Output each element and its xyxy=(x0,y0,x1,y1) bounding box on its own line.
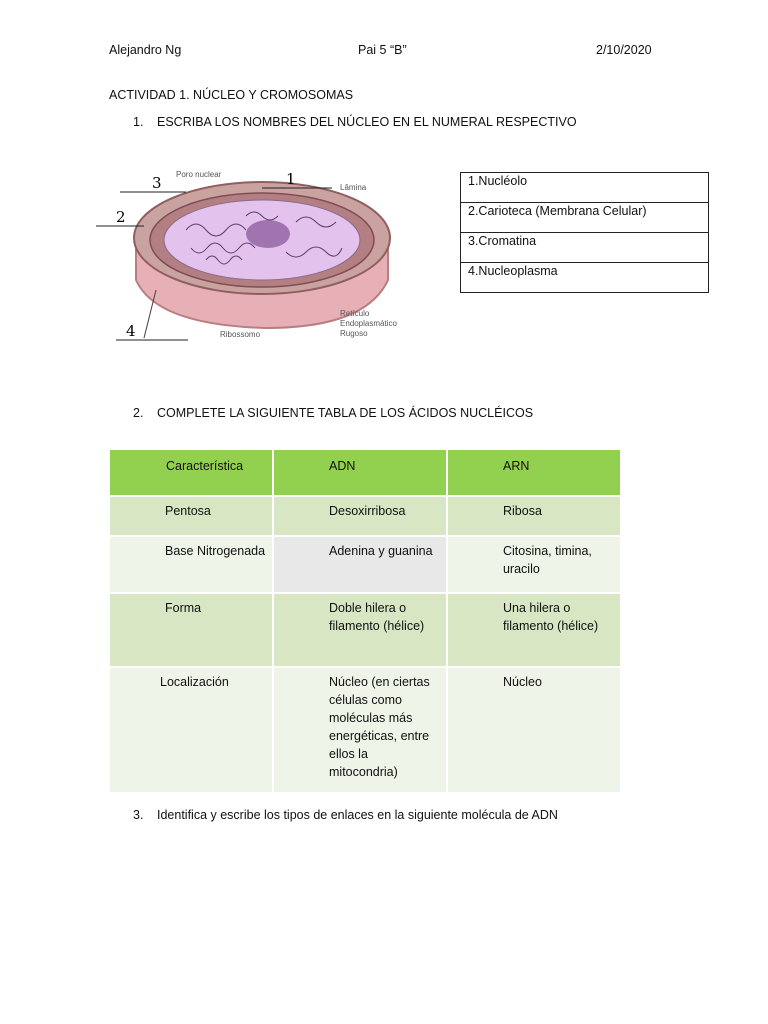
answer-row xyxy=(461,233,709,263)
table-cell: Base Nitrogenada xyxy=(110,536,273,593)
table-cell: Forma xyxy=(110,593,273,667)
question-number: 3. xyxy=(133,808,144,822)
activity-title: ACTIVIDAD 1. NÚCLEO Y CROMOSOMAS xyxy=(109,88,354,102)
label-reticulo-3: Rugoso xyxy=(340,329,368,338)
label-lamina: Lâmina xyxy=(340,183,367,192)
answer-table xyxy=(460,172,709,293)
table-cell: Núcleo xyxy=(447,667,621,793)
label-ribossomo: Ribossomo xyxy=(220,330,261,339)
nucleic-acid-table xyxy=(110,450,622,794)
column-header: Característica xyxy=(110,450,273,496)
table-row xyxy=(110,536,621,593)
table-row xyxy=(110,593,621,667)
label-reticulo-1: Retículo xyxy=(340,309,370,318)
table-cell: Citosina, timina, uracilo xyxy=(447,536,621,593)
answer-cell: 1.Nucléolo xyxy=(461,173,709,203)
table-cell: Doble hilera o filamento (hélice) xyxy=(273,593,447,667)
table-cell: Núcleo (en ciertas células como moléculas más energéticas, entre ellos la mitocondria) xyxy=(273,667,447,793)
question-number: 2. xyxy=(133,406,144,420)
table-cell: Ribosa xyxy=(447,496,621,536)
answer-row xyxy=(461,203,709,233)
table-row xyxy=(110,667,621,793)
question-number: 1. xyxy=(133,115,144,129)
question-3 xyxy=(133,808,558,822)
column-header: ADN xyxy=(273,450,447,496)
table-cell: Pentosa xyxy=(110,496,273,536)
table-header-row xyxy=(110,450,621,496)
label-reticulo-2: Endoplasmático xyxy=(340,319,397,328)
label-poro-nuclear: Poro nuclear xyxy=(176,170,222,179)
table-cell: Desoxirribosa xyxy=(273,496,447,536)
table-cell: Adenina y guanina xyxy=(273,536,447,593)
column-header: ARN xyxy=(447,450,621,496)
answer-row xyxy=(461,173,709,203)
date-label: 2/10/2020 xyxy=(596,43,652,57)
question-text: Identifica y escribe los tipos de enlaces en la siguiente molécula de ADN xyxy=(157,808,558,822)
student-name: Alejandro Ng xyxy=(109,43,182,57)
diagram-number-1: 1 xyxy=(286,170,296,188)
answer-cell: 4.Nucleoplasma xyxy=(461,263,709,293)
question-text: COMPLETE LA SIGUIENTE TABLA DE LOS ÁCIDOS NUCLÉICOS xyxy=(157,406,534,420)
table-row xyxy=(110,496,621,536)
nucleus-diagram xyxy=(96,160,436,350)
question-1 xyxy=(133,115,577,129)
answer-cell: 3.Cromatina xyxy=(461,233,709,263)
diagram-nucleolus xyxy=(246,220,290,248)
diagram-number-2: 2 xyxy=(116,208,126,226)
diagram-number-3: 3 xyxy=(152,174,162,192)
question-text: ESCRIBA LOS NOMBRES DEL NÚCLEO EN EL NUMERAL RESPECTIVO xyxy=(157,115,577,129)
table-cell: Localización xyxy=(110,667,273,793)
answer-row xyxy=(461,263,709,293)
group-label: Pai 5 “B” xyxy=(358,43,407,57)
diagram-number-4: 4 xyxy=(126,322,136,340)
answer-cell: 2.Carioteca (Membrana Celular) xyxy=(461,203,709,233)
table-cell: Una hilera o filamento (hélice) xyxy=(447,593,621,667)
question-2 xyxy=(133,406,533,420)
